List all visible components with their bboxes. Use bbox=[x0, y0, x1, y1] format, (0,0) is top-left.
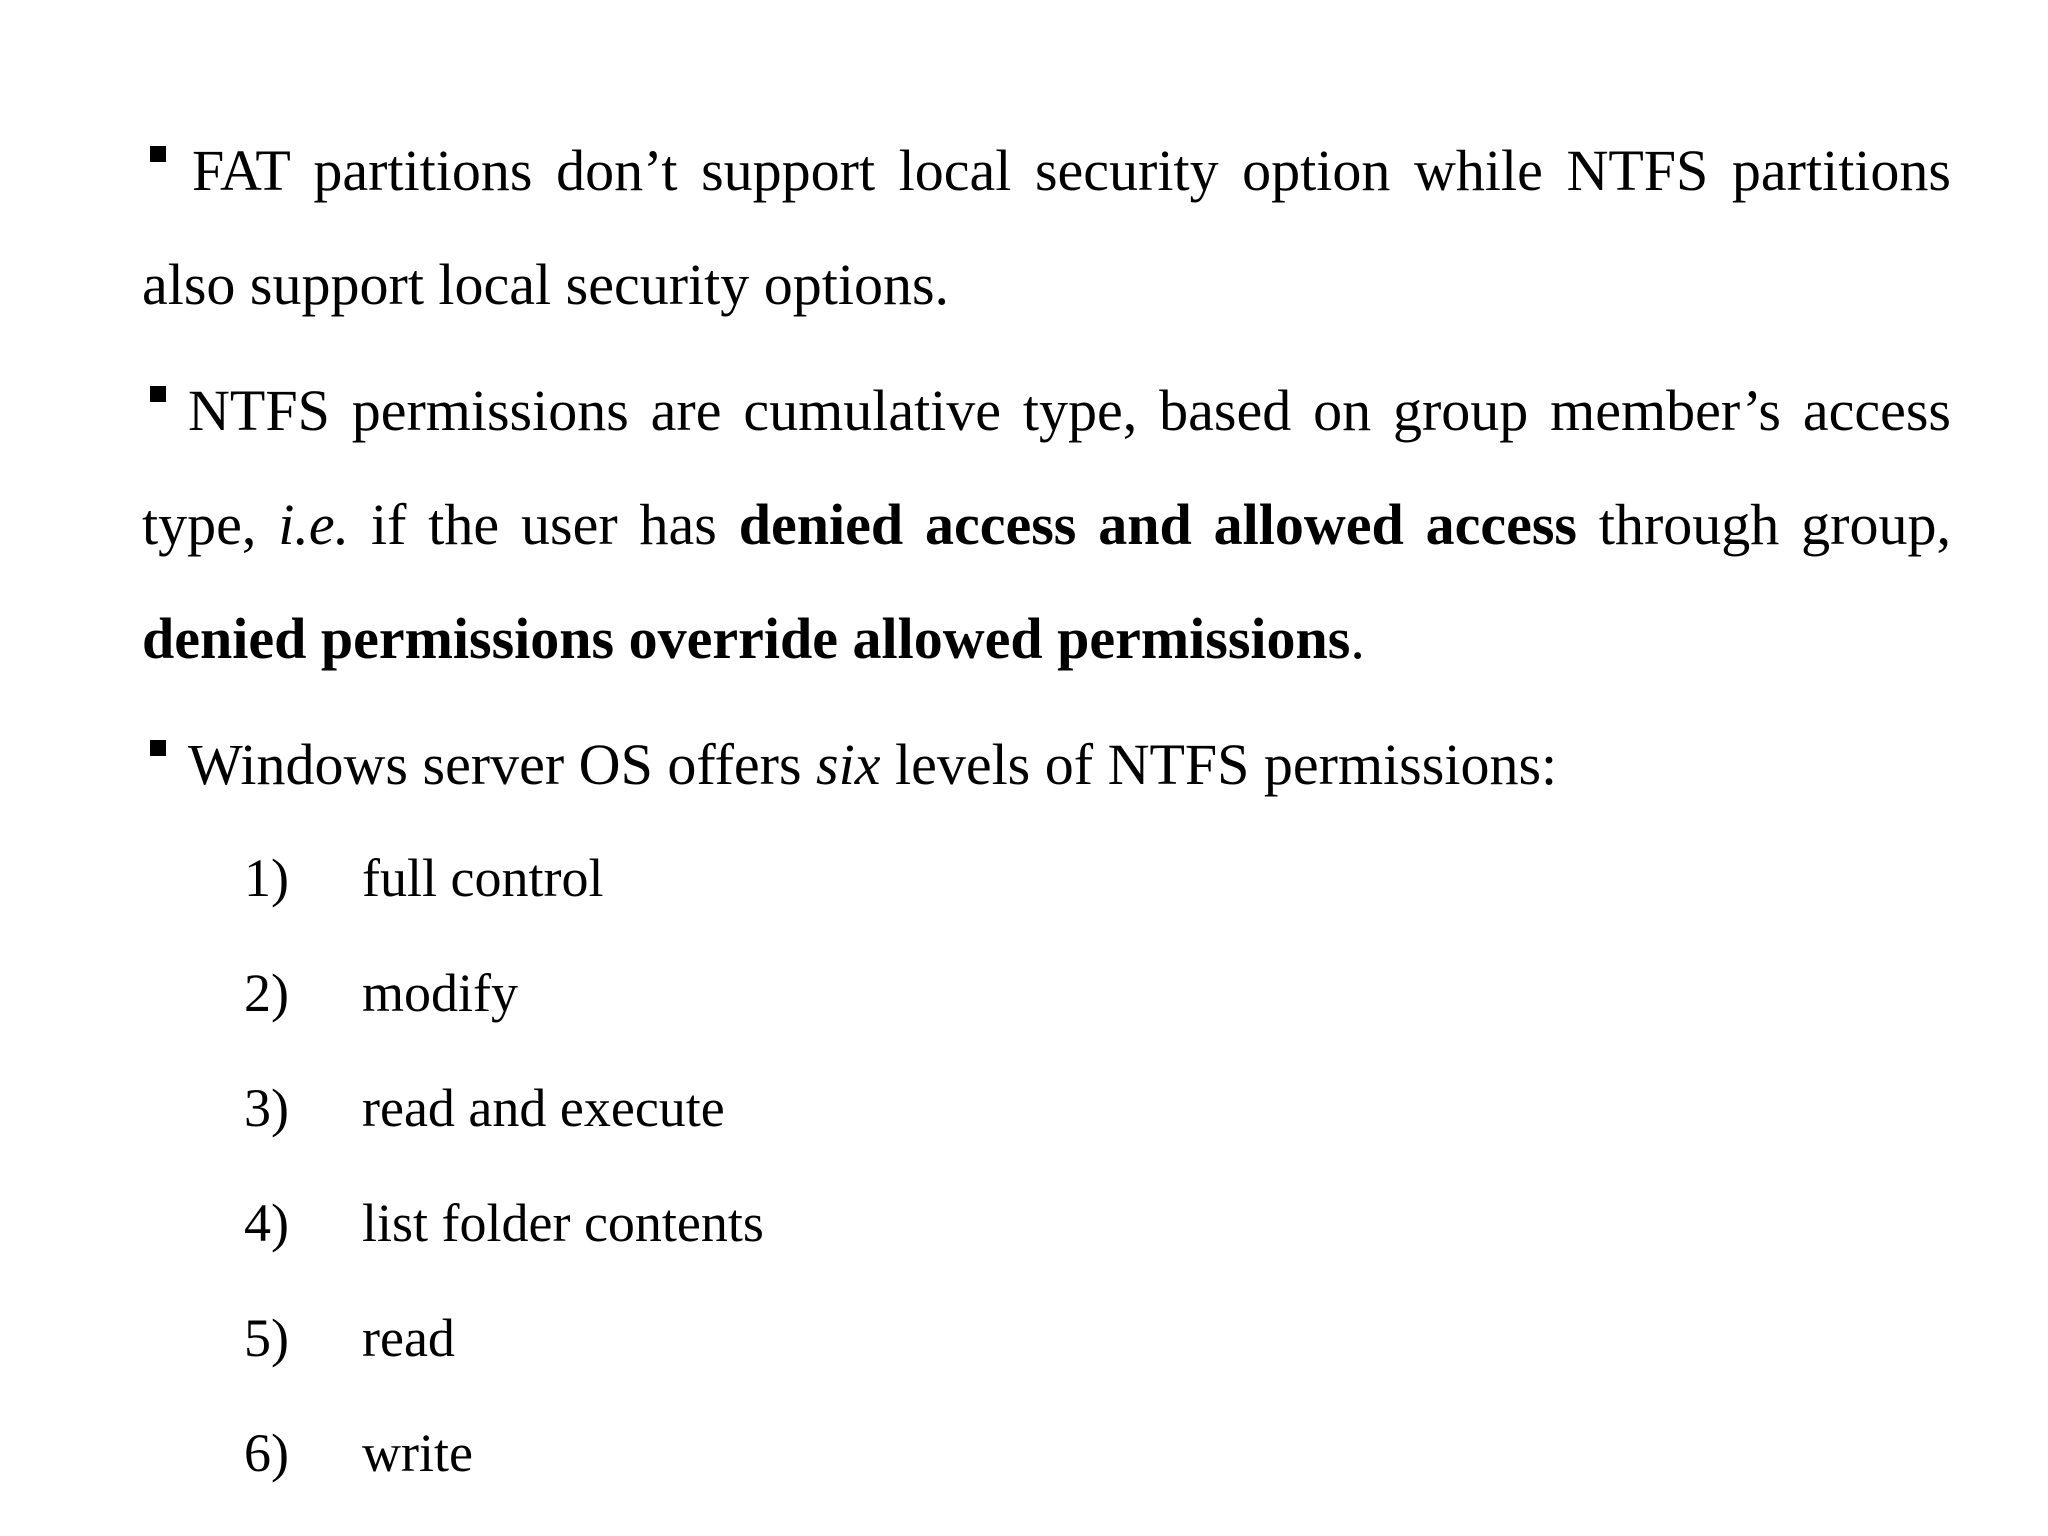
bullet-paragraph-permission-levels bbox=[142, 708, 1951, 822]
bullet-paragraph-cumulative-permissions bbox=[142, 354, 1951, 696]
paragraph-text: Windows server OS offers bbox=[188, 732, 817, 797]
square-bullet-icon bbox=[150, 740, 166, 756]
list-item bbox=[244, 1166, 764, 1281]
italic-abbreviation: i.e. bbox=[278, 492, 350, 557]
paragraph-text: NTFS permissions are cumulative type, based on group member’s access type, bbox=[142, 378, 1951, 557]
square-bullet-icon bbox=[150, 386, 166, 402]
list-item-number: 3) bbox=[244, 1078, 289, 1138]
list-item-label: read bbox=[362, 1308, 455, 1368]
list-item-number: 2) bbox=[244, 963, 289, 1023]
paragraph-text: FAT partitions don’t support local security option while NTFS partitions also support local security options. bbox=[142, 138, 1951, 317]
italic-emphasis: six bbox=[816, 732, 881, 797]
square-bullet-icon bbox=[150, 146, 166, 162]
list-item-label: write bbox=[362, 1423, 473, 1483]
paragraph-text: . bbox=[1350, 606, 1365, 671]
list-item bbox=[244, 821, 764, 936]
paragraph-text: through group, bbox=[1577, 492, 1952, 557]
list-item-number: 4) bbox=[244, 1193, 289, 1253]
list-item-label: full control bbox=[362, 848, 604, 908]
permission-levels-list bbox=[244, 821, 764, 1511]
list-item bbox=[244, 1281, 764, 1396]
paragraph-text: levels of NTFS permissions: bbox=[880, 732, 1558, 797]
list-item bbox=[244, 1051, 764, 1166]
bold-emphasis: denied access and allowed access bbox=[738, 492, 1577, 557]
list-item bbox=[244, 1396, 764, 1511]
list-item-number: 6) bbox=[244, 1423, 289, 1483]
list-item-label: read and execute bbox=[362, 1078, 725, 1138]
list-item-label: modify bbox=[362, 963, 518, 1023]
list-item-number: 1) bbox=[244, 848, 289, 908]
list-item bbox=[244, 936, 764, 1051]
list-item-label: list folder contents bbox=[362, 1193, 764, 1253]
bold-emphasis: denied permissions override allowed permissions bbox=[142, 606, 1351, 671]
bullet-paragraph-fat-vs-ntfs bbox=[142, 114, 1951, 342]
list-item-number: 5) bbox=[244, 1308, 289, 1368]
paragraph-text: if the user has bbox=[349, 492, 739, 557]
